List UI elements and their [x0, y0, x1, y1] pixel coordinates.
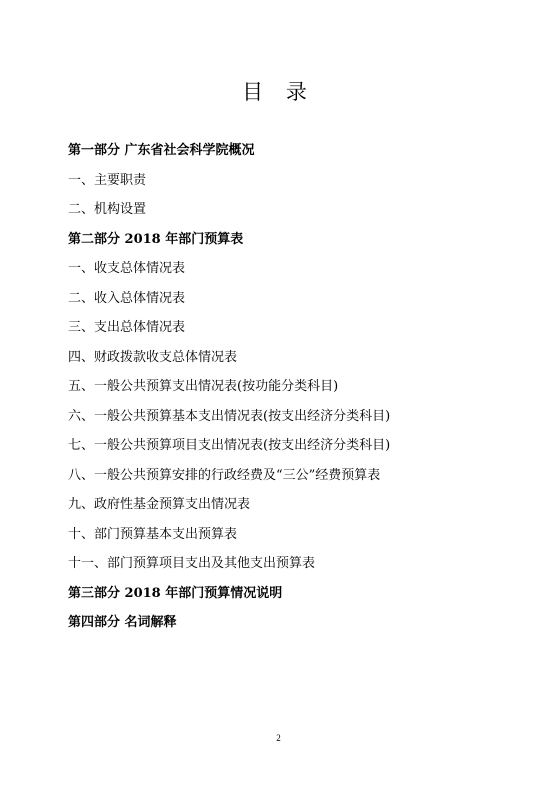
toc-part-2: 第二部分 2018 年部门预算表	[68, 231, 244, 247]
toc-item: 八、一般公共预算安排的行政经费及“三公”经费预算表	[68, 467, 381, 483]
toc-part-4: 第四部分 名词解释	[68, 615, 177, 630]
toc-item: 六、一般公共预算基本支出情况表(按支出经济分类科目)	[68, 408, 391, 424]
toc-part-1: 第一部分 广东省社会科学院概况	[68, 143, 255, 158]
toc-item: 十、部门预算基本支出预算表	[68, 526, 238, 542]
page-title: 目 录	[242, 80, 315, 104]
toc-item: 三、支出总体情况表	[68, 320, 186, 335]
toc-item: 九、政府性基金预算支出情况表	[68, 497, 251, 512]
toc-item: 二、收入总体情况表	[68, 290, 186, 306]
page-number: 2	[276, 733, 281, 743]
toc-item: 二、机构设置	[68, 202, 147, 217]
toc-item: 四、财政拨款收支总体情况表	[68, 349, 238, 365]
table-of-contents	[68, 141, 488, 643]
toc-item: 五、一般公共预算支出情况表(按功能分类科目)	[68, 379, 339, 394]
toc-item: 一、收支总体情况表	[68, 261, 186, 276]
toc-item: 十一、部门预算项目支出及其他支出预算表	[68, 556, 316, 571]
toc-item: 七、一般公共预算项目支出情况表(按支出经济分类科目)	[68, 438, 391, 453]
toc-part-3: 第三部分 2018 年部门预算情况说明	[68, 585, 283, 601]
toc-item: 一、主要职责	[68, 172, 147, 188]
